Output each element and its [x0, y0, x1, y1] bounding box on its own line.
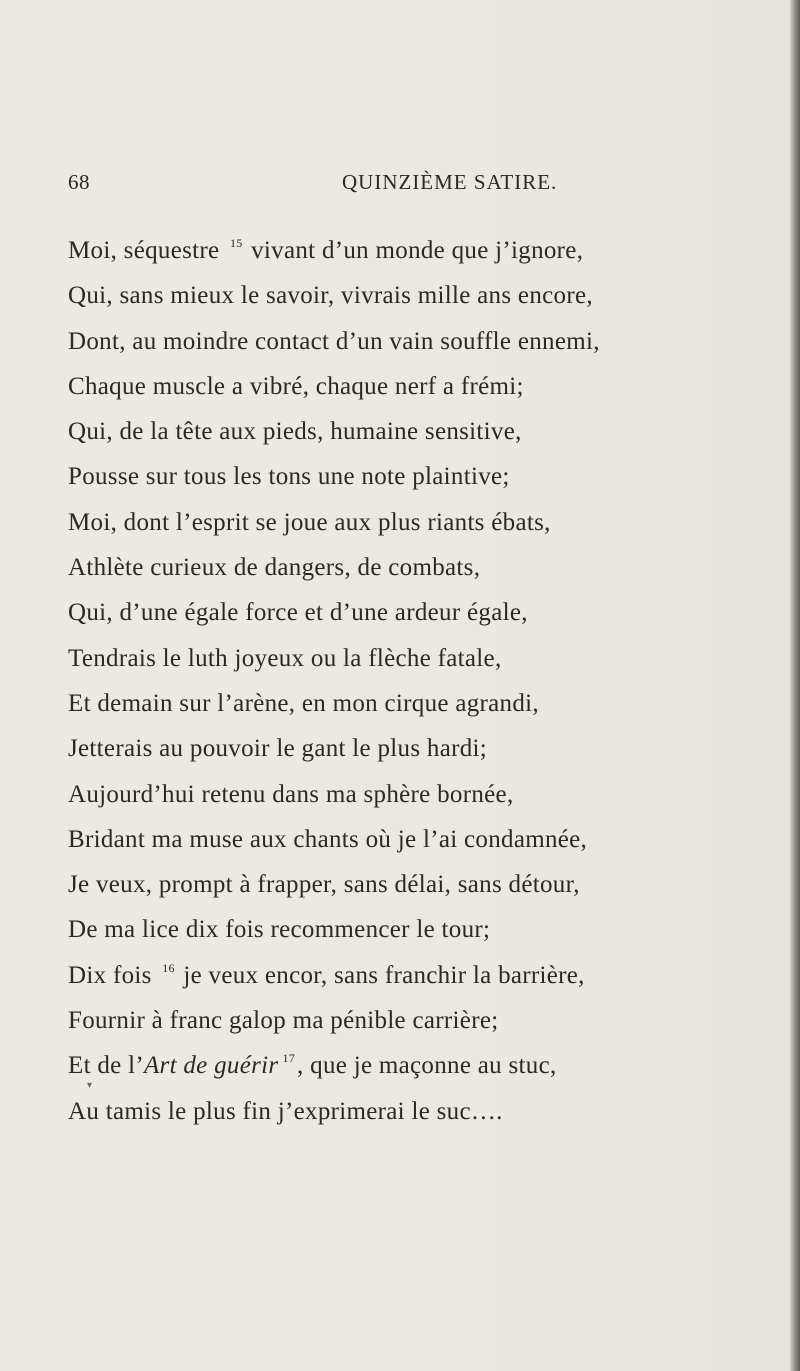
page-number: 68 [68, 170, 90, 194]
verse-text: Dix fois [68, 961, 159, 989]
verse-line [68, 319, 768, 364]
verse-text: De ma lice dix fois recommencer le tour; [68, 916, 491, 944]
verse-line [68, 907, 768, 952]
verse-line [68, 1089, 768, 1134]
running-head: QUINZIÈME SATIRE. [342, 170, 558, 194]
verse-line [68, 862, 768, 907]
verse-text: , que je maçonne au stuc, [297, 1052, 557, 1080]
verse-line [68, 590, 768, 635]
verse-line [68, 454, 768, 499]
verse-text: Tendrais le luth joyeux ou la flèche fatale, [68, 644, 502, 672]
verse-text: Qui, de la tête aux pieds, humaine sensitive, [68, 418, 522, 446]
verse-text: Fournir à franc galop ma pénible carrière; [68, 1007, 499, 1035]
verse-line [68, 500, 768, 545]
verse-text: Je veux, prompt à frapper, sans délai, sans détour, [68, 871, 580, 899]
footnote-marker: 15 [229, 236, 243, 250]
verse-text: Pousse sur tous les tons une note plaintive; [68, 463, 510, 491]
verse-text: Au tamis le plus fin j’exprimerai le suc…. [68, 1097, 503, 1125]
verse-text: Qui, sans mieux le savoir, vivrais mille ans encore, [68, 282, 593, 310]
page-header [0, 170, 800, 200]
verse-text: Bridant ma muse aux chants où je l’ai condamnée, [68, 825, 588, 853]
verse-line [68, 953, 768, 998]
verse-line [68, 726, 768, 771]
verse-line [68, 273, 768, 318]
verse-line [68, 545, 768, 590]
verse-line [68, 1043, 768, 1088]
ink-speck: ▾ [87, 1080, 93, 1091]
verse-text: je veux encor, sans franchir la barrière, [176, 961, 585, 989]
verse-text: Qui, d’une égale force et d’une ardeur égale, [68, 599, 528, 627]
page-edge-shadow [790, 0, 800, 1371]
verse-line [68, 228, 768, 273]
verse-text: vivant d’un monde que j’ignore, [244, 237, 584, 264]
verse-line [68, 409, 768, 454]
verse-line [68, 364, 768, 409]
verse-text: Aujourd’hui retenu dans ma sphère bornée, [68, 780, 514, 808]
footnote-marker: 17 [282, 1051, 296, 1066]
verse-line [68, 636, 768, 681]
poem-verse [68, 228, 768, 1134]
verse-text: Moi, séquestre [68, 237, 226, 264]
verse-text: Jetterais au pouvoir le gant le plus hardi; [68, 735, 488, 763]
verse-text: Et demain sur l’arène, en mon cirque agrandi, [68, 689, 539, 717]
verse-text: Dont, au moindre contact d’un vain souffle ennemi, [68, 327, 600, 355]
verse-text: Et de l’ [68, 1052, 144, 1080]
verse-line [68, 998, 768, 1043]
verse-line [68, 772, 768, 817]
italic-title: Art de guérir [143, 1052, 279, 1080]
verse-text: Moi, dont l’esprit se joue aux plus riants ébats, [68, 508, 551, 536]
verse-text: Chaque muscle a vibré, chaque nerf a frémi; [68, 372, 524, 400]
verse-line [68, 817, 768, 862]
footnote-marker: 16 [162, 960, 175, 975]
verse-line [68, 681, 768, 726]
verse-text: Athlète curieux de dangers, de combats, [68, 554, 481, 582]
